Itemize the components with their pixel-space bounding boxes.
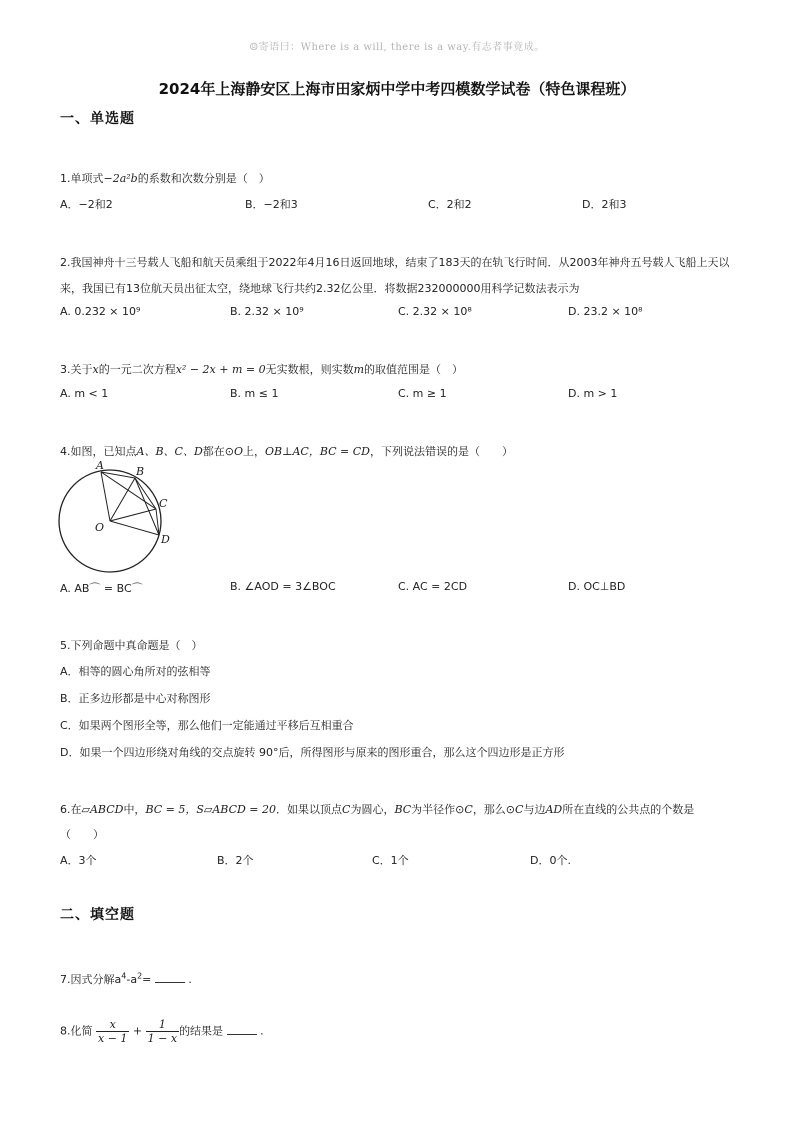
question-6-option-c: C．1个 [372,854,409,867]
question-6-text-e: 为半径作⊙ [411,803,465,816]
question-1-stem [60,170,270,186]
question-6-text-c: ．如果以顶点 [276,803,343,816]
question-5-option-b: B．正多边形都是中心对称图形 [60,692,211,705]
question-8-fraction-1-denominator: x − 1 [98,1032,128,1045]
question-1-option-c: C．2和2 [428,198,472,211]
question-5-stem: 5.下列命题中真命题是（ ） [60,639,203,652]
question-4-text-c: 上， [243,445,266,458]
question-1-option-a: A．−2和2 [60,198,113,211]
question-7-text-b: -a [126,973,138,986]
question-4-option-d: D. OC⊥BD [568,580,626,593]
question-6-text-a: 6.在▱ [60,803,90,816]
question-1-option-d: D．2和3 [582,198,627,211]
question-3-stem [60,361,463,377]
question-6-text-b: 中， [123,803,146,816]
question-6-var-bc: BC [394,803,412,816]
question-4-text-b: 都在⊙ [202,445,234,458]
question-3-text-a: 3.关于 [60,363,93,376]
question-6-var-c: C [342,803,351,816]
question-4-circle-figure [55,455,185,575]
question-6-text-g: 与边 [523,803,546,816]
question-6-var-ad: AD [545,803,563,816]
question-3-text-c: 无实数根，则实数 [265,363,354,376]
question-8-stem [60,1018,264,1045]
watermark: ☺寄语曰：Where is a will, there is a way.有志者事竟成。 [249,42,545,53]
question-3-equation: x² − 2x + m = 0 [175,363,266,376]
question-4-option-c: C. AC = 2CD [398,580,468,593]
question-5-option-a: A．相等的圆心角所对的弦相等 [60,665,211,678]
section-heading-single-choice: 一、单选题 [60,111,135,127]
segment-ob [110,478,135,521]
question-7-exponent-1: 4 [121,971,127,981]
question-2-option-b: B. 2.32 × 10⁹ [230,305,304,318]
page-title: 2024年上海静安区上海市田家炳中学中考四模数学试卷（特色课程班） [158,80,636,98]
question-3-option-b: B. m ≤ 1 [230,387,279,400]
question-7-exponent-2: 2 [137,971,143,981]
question-6-option-a: A．3个 [60,854,97,867]
section-heading-fill-blank: 二、填空题 [60,907,135,923]
question-5-option-d: D．如果一个四边形绕对角线的交点旋转 90°后，所得图形与原来的图形重合，那么这个四边形是正方形 [60,746,565,759]
question-8-fraction-2-numerator: 1 [146,1018,179,1032]
question-7-stem [60,971,192,987]
question-3-option-a: A. m < 1 [60,387,109,400]
question-6-math: BC = 5，S▱ABCD = 20 [145,803,277,816]
question-7-text-a: 7.因式分解a [60,973,122,986]
question-8-text-a: 8.化简 [60,1024,93,1038]
question-6-line-2: （ ） [60,828,104,841]
question-4-circle-o: O [233,445,244,458]
question-7-answer-blank[interactable] [155,972,185,983]
question-2-line-2: 来，我国已有13位航天员出征太空，绕地球飞行共约2.32亿公里．将数据232000000用科学记数法表示为 [60,282,580,295]
question-8-fraction-1 [96,1018,129,1045]
question-6-option-d: D．0个. [530,854,571,867]
question-6-abcd: ABCD [89,803,124,816]
question-6-var-c2: C [464,803,473,816]
question-4-option-a: A. AB⌒ = BC⌒ [60,582,143,595]
label-point-c: C [159,497,168,510]
question-3-var-x: x [92,363,99,376]
question-2-option-d: D. 23.2 × 10⁸ [568,305,643,318]
question-5-option-c: C．如果两个图形全等，那么他们一定能通过平移后互相重合 [60,719,354,732]
question-2-line-1: 2.我国神舟十三号载人飞船和航天员乘组于2022年4月16日返回地球，结束了183天的在轨飞行时间．从2003年神舟五号载人飞船上天以 [60,256,730,269]
question-2-option-a: A. 0.232 × 10⁹ [60,305,141,318]
question-3-text-b: 的一元二次方程 [98,363,176,376]
question-4-math: OB⊥AC，BC = CD [265,445,370,458]
label-point-a: A [96,459,104,472]
question-8-fraction-1-numerator: x [96,1018,129,1032]
question-3-option-d: D. m > 1 [568,387,618,400]
label-point-d: D [161,533,170,546]
question-1-math: −2a²b [103,172,138,185]
question-2-option-c: C. 2.32 × 10⁸ [398,305,472,318]
question-8-fraction-2-denominator: 1 − x [147,1032,178,1045]
question-8-text-b: 的结果是 [179,1024,224,1038]
question-1-option-b: B．−2和3 [245,198,298,211]
question-6-text-h: 所在直线的公共点的个数是 [562,803,695,816]
label-point-o: O [95,521,105,534]
question-3-var-m: m [353,363,365,376]
question-4-text-d: ，下列说法错误的是（ ） [369,445,513,458]
question-7-tail: . [188,973,192,986]
question-6-text-f: ，那么⊙ [472,803,516,816]
question-6-option-b: B．2个 [217,854,254,867]
question-3-option-c: C. m ≥ 1 [398,387,447,400]
question-8-answer-blank[interactable] [227,1024,257,1035]
segment-od [110,521,159,535]
question-4-points: A、B、C、D [136,445,203,458]
question-6-text-d: 为圆心， [350,803,395,816]
question-1-text-a: 1.单项式 [60,172,104,185]
question-8-plus: + [132,1024,143,1038]
question-4-option-b: B. ∠AOD = 3∠BOC [230,580,336,593]
question-6-stem [60,801,694,817]
question-3-text-d: 的取值范围是（ ） [364,363,464,376]
question-8-fraction-2 [146,1018,179,1045]
segment-oa [101,472,110,521]
segment-oc [110,509,156,521]
question-1-text-b: 的系数和次数分别是（ ） [137,172,270,185]
question-8-tail: . [260,1024,264,1038]
question-4-text-a: 4.如图，已知点 [60,445,137,458]
label-point-b: B [136,465,145,478]
question-6-var-c3: C [515,803,524,816]
question-7-text-c: = [142,973,152,986]
segment-ac [101,472,156,509]
